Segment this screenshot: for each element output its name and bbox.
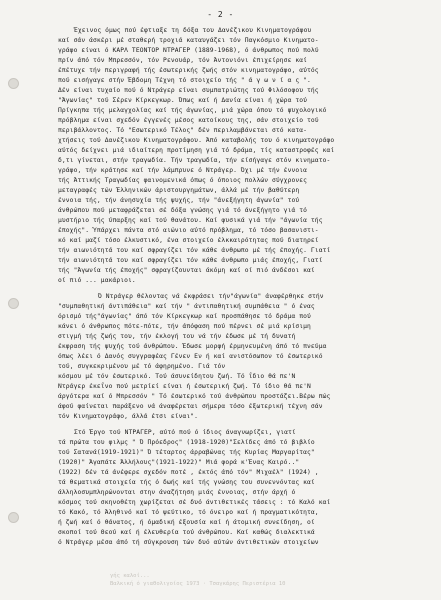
text-line: άλληλοσυμπληρώνονται στην άναζήτηση μιάς έννοιας, στήν άρχή ό: [58, 489, 296, 496]
text-line: τού, συγκεκριμένου μέ τό άφηρημένο. Γιά τόν: [58, 363, 226, 370]
text-line: περιβάλλοντος. Τό "Εσωτερικό Τέλος" δέν περιλαμβάνεται στό κατα-: [58, 127, 308, 134]
text-line: στιγμή τής ζωής του, τήν έκλογή του νά τήν έδωσε μέ τή δυνατή: [58, 333, 296, 340]
bleed-through-line: γής καλοί...: [110, 573, 150, 579]
text-line: Δέν είναι τυχαίο πού ό Ντράγερ είναι συμπατριώτης τού Φιλόσοφου τής: [58, 87, 319, 94]
text-line: έκφραση τής ψυχής τού άνθρώπου. Έδωσε μορφή έρμηνευμένη άπό τό πνεύμα: [58, 343, 327, 350]
text-line: ή ζωή καί ό θάνατος, ή όμαδική έξουσία καί ή άτομική συνείδηση, οί: [58, 519, 315, 526]
text-line: οί πιό ... μακάριοι.: [58, 277, 136, 284]
text-line: Ντράγερ έκεΐνο πού μετρίεί είναι ή έσωτερική ζωή. Τό ίδιο θά πε'Ν: [58, 383, 311, 390]
text-line: κόσμου μέ τόν έσωτερικό. Τού άσυνείδητου ζωή. Τό ΐδιο θά πε'Ν: [58, 373, 296, 380]
text-line: έπέτυχε τήν περιγραφή τής έσωτερικής ζωής στόν κινηματογράφο, αύτός: [58, 67, 319, 74]
text-line: γράφο, τήν κράτησε καί τήν λάμπρυνε ό Ντράγερ. Όχι μέ τήν έννοια: [58, 167, 308, 174]
text-line: ό Ντράγερ μέσα άπό τή σύγκρουση τών δυό αύτών άντιθετικών στοιχείων: [58, 539, 319, 546]
text-line: Ό Ντράγερ θέλοντας νά έκφράσει τήν"άγωνία" άναφέρθηκε στήν: [98, 293, 324, 300]
text-line: τά πρώτα του φιλμς " Ό Πρόεδρος" (1918-1920)"Σελίδες άπό τό βιβλίο: [58, 439, 315, 446]
text-line: κό καί μαζί τόσο έλκυστικό, ένα στοιχείο έλκκαιρότητας πού διατηρεί: [58, 237, 319, 244]
text-line: (1920)" Άγαπάτε Άλλήλους"(1921-1922)" Μιά φορά κ'Ένας Καιρό..": [58, 459, 300, 466]
text-line: (1922) δέν τά άνέφερε σχεδόν ποτέ , έκτός άπό τόν" Μιχαέλ" (1924) ,: [58, 469, 319, 476]
body-text: [58, 26, 430, 548]
text-line: τής Άττικής Τραγωδίας φαινομενικά όπως ό όποιος πολλών σύγχρονες: [58, 177, 308, 184]
binder-hole-middle: [8, 298, 19, 309]
text-line: μεταγραφές τών Έλληνικών άριστουργημάτων, άλλά μέ τήν βαθύτερη: [58, 187, 300, 194]
text-line: Έχεινος όμως πού έφτιαξε τη δόξα του Δανέζικου Κινηματογράφου: [74, 27, 312, 34]
text-line: έννοια τής, τήν άνησυχία τής ψυχής, τήν "άνεξήγητη άγωνία" τού: [58, 197, 300, 204]
text-line: μυστήριο τής ύπαρξης καί τού θανάτου. Καί φυσικά γιά τήν "άγωνία τής: [58, 217, 323, 224]
binder-hole-top: [8, 78, 19, 89]
text-line: τού Σατανά(1919-1921)" Ό τέταρτος άρραβώνας τής Κυρίας Μαργαρίτας": [58, 449, 315, 456]
text-line: Στό Έργο τού ΝΤΡΑΓΕΡ, αύτό πού ό ίδιος άναγνωρίζει, γιατί: [74, 429, 296, 436]
text-line: γράφο είναι ό ΚΑΡΛ ΤΕΟΝΤΟΡ ΝΤΡΑΓΕΡ (1889-1968), ό άνθρωπος πού πολύ: [58, 47, 319, 54]
text-line: τό Κακό, τό Άληθινό καί τό ψεύτικο, τό όνειρο καί ή πραγματικότητα,: [58, 509, 319, 516]
text-line: έποχής". Ύπάρχει πάντα στό αιώνιο αύτό πρόβλημα, τό τόσο βασανιστι-: [58, 227, 319, 234]
bleed-through-line: Βαλκική ό γιαθολιγοίος 1973 · Τσαγκάρης Περιστέρια 10: [110, 581, 286, 587]
text-line: χτήσεις τού Δανέζικου Κινηματογράφου. Άπό καταβολής του ό κινηματογράφο: [58, 137, 335, 144]
text-line: όρισμό τής"άγωνίας" άπό τόν Κίρκεγκωρ καί προσπάθησε τό δράμα πού: [58, 313, 311, 320]
text-line: τήν αιωνιότητά του καί σφραγίζει τόν κάθε άνθρωπο μιάς έποχής, Γιατί: [58, 257, 323, 264]
text-line: άργότερα καί ό Μπρεσσόν " Τό έσωτερικό τού άνθρώπου προστάζει.Βέρω πώς: [58, 393, 331, 400]
text-line: άφού φαίνεται παράξενο νά άναφέρεται σήμερα τόσο έξωτερική τέχνη σάν: [58, 403, 323, 410]
text-line: "Άγωνίας" τού Σέρεν Κίρκεγκωρ. Όπως καί ή Δανία είναι ή χώρα τού: [58, 97, 308, 104]
text-line: όπως λέει ό Δανός συγγραφέας Γένεν Εν ή καί ανιστόσωπον τό έσωτερικό: [58, 353, 323, 360]
bleed-through-text: [110, 572, 350, 588]
text-line: κόσμος τού σκηνοθέτη χωρίζεται σέ δυό άντιθετικές τάσεις : τό Καλό καί: [58, 499, 331, 506]
text-line: "συμπαθητική άντιπάθεια" καί τήν " άντιπαθητική συμπάθεια " ό ένας: [58, 303, 315, 310]
text-line: τά θεματικά στοιχεία τής ό δωής καί τής γνώσης του συνεννόντας καί: [58, 479, 315, 486]
text-line: δ,τι γίνεται, στήν τραγωδία. Τήν τραγωδία, τήν είσήγαγε στόν κινηματο-: [58, 157, 331, 164]
binder-hole-bottom: [8, 512, 19, 523]
text-line: άνθρώπου πού μεταφράζεται σέ δόξα γνώσης γιά τό άνεξήγητο γιά τό: [58, 207, 308, 214]
text-line: κάνει ό άνθρωπος πότε-πότε, τήν άπόφαση πού πέρνει σέ μιά κρίσιμη: [58, 323, 311, 330]
text-line: τής "Άγωνία τής έποχής" σφραγίζουνται άκόμη καί οί πιό άνδέσοι καί: [58, 267, 315, 274]
text-line: καί σάν άσκέρι μέ σταθερή τροχιά καταυγάζει τόν Παγκόσμιο Κινηματο-: [58, 37, 319, 44]
page-number: - 2 -: [207, 10, 234, 19]
text-line: πού εισήγαγε στήν Έβδομη Τέχνη τό στοιχείο τής " ά γ ω ν ί α ς ".: [58, 77, 311, 84]
text-line: τήν αιωνιότητά του καί σφραγίζει τόν κάθε άνθρωπο μέ τής έποχής. Γιατί: [58, 247, 331, 254]
text-line: πρόβλημα είναι σχεδόν έγγενές μέσος κατοίκους της, σάν στοιχείο τού: [58, 117, 319, 124]
text-line: σκοποί τού Θεού καί ή έλευθερία τού άνθρώπου. Καί καθώς διαλεκτικά: [58, 529, 315, 536]
text-line: τόν Κινηματογράφο, άλλά έτσι είναι".: [58, 413, 199, 420]
text-line: αύτός δείχνει μιά ιδιαίτερη προτίμηση γιά τό δράμα, τίς καταστροφές καί: [58, 147, 335, 154]
text-line: Πρίγκηπα τής μελαγχολίας καί τής άγωνίας, μιά χώρα όπου τό ψυχολογικό: [58, 107, 327, 114]
text-line: πρίν άπό τόν Μπρεσσόν, τόν Ρενουάρ, τόν Άντονιόνι έπιχείρησε καί: [58, 57, 308, 64]
